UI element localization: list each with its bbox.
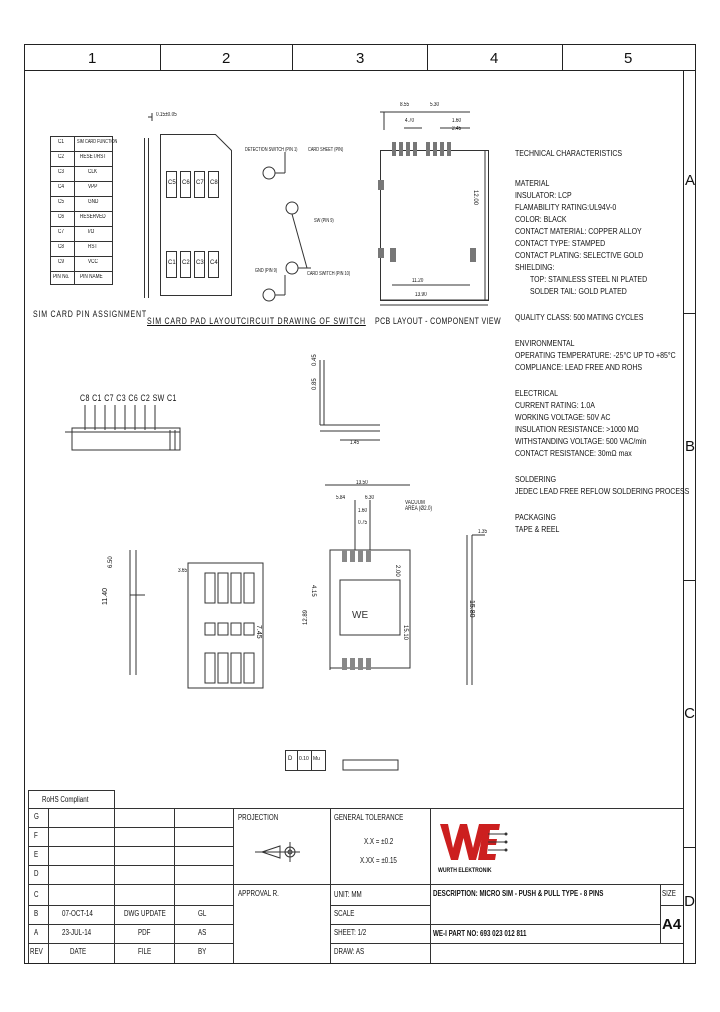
column-number-5: 5 (624, 50, 633, 67)
pcb-dim: 4.70 (405, 118, 415, 124)
tech-line: CURRENT RATING: 1.0A (515, 400, 595, 410)
rev-by: BY (198, 947, 207, 956)
svg-text:WE: WE (352, 610, 369, 621)
pad-label: C8 (210, 180, 218, 186)
part-number-label: WE-I PART NO: 693 023 012 811 (433, 929, 527, 938)
rev-letter: E (34, 850, 39, 859)
right-dim-h: 15.80 (468, 600, 475, 618)
top-dim: 2.00 (394, 565, 400, 577)
column-number-2: 2 (222, 50, 231, 67)
top-dim: 5.84 (336, 495, 346, 501)
caption-pin-assignment: SIM CARD PIN ASSIGNMENT (33, 309, 147, 319)
caption-pcb-layout: PCB LAYOUT - COMPONENT VIEW (375, 316, 501, 326)
rev-letter: F (34, 831, 38, 840)
tech-line: COLOR: BLACK (515, 214, 567, 224)
top-dim: 4.15 (310, 585, 316, 597)
top-dim: 15.10 (402, 625, 408, 641)
rev-date: 07-OCT-14 (62, 909, 93, 918)
tech-line: CONTACT TYPE: STAMPED (515, 238, 606, 248)
logo-text: WÜRTH ELEKTRONIK (438, 868, 492, 874)
size-value: A4 (662, 916, 682, 933)
bottom-dim-c: 7.45 (255, 625, 262, 639)
pcb-dim: 12.00 (472, 190, 478, 206)
tech-line: TOP: STAINLESS STEEL NI PLATED (530, 274, 648, 284)
right-dim-t: 1.35 (478, 529, 488, 535)
row-letter-c: C (684, 705, 695, 722)
top-dim: 13.50 (356, 480, 368, 486)
pcb-dim: 11.20 (412, 278, 424, 284)
circuit-label-gnd: GND (PIN 9) (255, 268, 278, 274)
row-letter-a: A (684, 172, 695, 189)
side-dim-b: 0.85 (312, 378, 318, 390)
pin-cell: C6 (58, 214, 64, 220)
pin-cell: C1 (58, 139, 64, 145)
top-vacuum: VACUUM AREA (Ø2.0) (405, 500, 433, 512)
tech-line: CONTACT PLATING: SELECTIVE GOLD (515, 250, 644, 260)
pin-cell: C9 (58, 259, 64, 265)
pad-label: C1 (168, 260, 176, 266)
side-dim-h: 1.45 (350, 440, 360, 446)
caption-pad-layout: SIM CARD PAD LAYOUT (147, 316, 242, 326)
tech-line: WORKING VOLTAGE: 50V AC (515, 412, 611, 422)
pin-cell: VCC (88, 259, 98, 265)
detail-label: D (288, 756, 293, 762)
tech-line: TECHNICAL CHARACTERISTICS (515, 148, 623, 158)
rev-by: GL (198, 909, 207, 918)
tech-line: CONTACT RESISTANCE: 30mΩ max (515, 448, 632, 458)
pin-cell: CLK (88, 169, 98, 175)
detail-label: Mu (313, 756, 320, 762)
pad-label: C5 (168, 180, 176, 186)
rev-file: DWG UPDATE (124, 909, 166, 918)
tech-line: OPERATING TEMPERATURE: -25°C UP TO +85°C (515, 350, 676, 360)
pin-cell: C7 (58, 229, 64, 235)
rev-letter: G (34, 812, 39, 821)
pad-label: C3 (196, 260, 204, 266)
size-label: SIZE (662, 889, 676, 898)
pin-cell: RST (88, 244, 98, 250)
tolerance-2: X.XX = ±0.15 (360, 856, 397, 865)
pin-cell: RESET/RST (80, 154, 107, 160)
rev-letter: REV (30, 947, 43, 956)
unit-label: UNIT: MM (334, 890, 362, 899)
tech-line: PACKAGING (515, 512, 556, 522)
circuit-label-card-switch: CARD SWITCH (PIN 10) (307, 271, 351, 277)
tolerance-1: X.X = ±0.2 (364, 837, 394, 846)
wurth-logo (438, 818, 508, 878)
bottom-dim-w: 3.65 (178, 568, 188, 574)
tech-line: SOLDERING (515, 474, 557, 484)
rev-date: DATE (70, 947, 87, 956)
pad-label: C7 (196, 180, 204, 186)
rev-letter: D (34, 869, 39, 878)
column-number-3: 3 (356, 50, 365, 67)
left-dim-h: 11.40 (102, 588, 109, 605)
projection-label: PROJECTION (238, 813, 279, 822)
pcb-dim: 2.45 (452, 126, 462, 132)
pin-cell: PIN NAME (80, 274, 103, 280)
row-letter-d: D (684, 893, 695, 910)
rev-letter: B (34, 909, 39, 918)
drawn-label: DRAW: AS (334, 947, 365, 956)
tech-line: FLAMABILITY RATING:UL94V-0 (515, 202, 617, 212)
pin-cell: GND (88, 199, 99, 205)
rev-letter: C (34, 890, 39, 899)
scale-label: SCALE (334, 909, 355, 918)
rev-date: 23-JUL-14 (62, 928, 92, 937)
dim-thickness: 0.15±0.05 (156, 112, 177, 118)
pin-cell: VPP (88, 184, 98, 190)
general-tolerance-label: GENERAL TOLERANCE (334, 813, 404, 822)
tech-line: JEDEC LEAD FREE REFLOW SOLDERING PROCESS (515, 486, 690, 496)
pin-cell: RESERVED (80, 214, 106, 220)
tech-line: QUALITY CLASS: 500 MATING CYCLES (515, 312, 644, 322)
pcb-dim: 5.30 (430, 102, 440, 108)
tech-line: TAPE & REEL (515, 524, 560, 534)
tech-line: INSULATION RESISTANCE: >1000 MΩ (515, 424, 639, 434)
rev-file: PDF (138, 928, 151, 937)
pad-label: C6 (182, 180, 190, 186)
description-label: DESCRIPTION: MICRO SIM - PUSH & PULL TYPE - 8 PINS (433, 889, 604, 898)
tech-line: CONTACT MATERIAL: COPPER ALLOY (515, 226, 642, 236)
pin-cell: I/O (88, 229, 95, 235)
rev-letter: A (34, 928, 39, 937)
tech-line: COMPLIANCE: LEAD FREE AND ROHS (515, 362, 643, 372)
tech-line: SOLDER TAIL: GOLD PLATED (530, 286, 627, 296)
top-dim: 12.89 (303, 609, 309, 625)
circuit-label-card-sheet: CARD SHEET (PIN) (308, 147, 344, 153)
top-dim: 1.60 (358, 508, 368, 514)
sheet-label: SHEET: 1/2 (334, 928, 367, 937)
pad-label: C2 (182, 260, 190, 266)
pin-cell: C2 (58, 154, 64, 160)
tech-line: WITHSTANDING VOLTAGE: 500 VAC/min (515, 436, 647, 446)
pcb-dim: 8.55 (400, 102, 410, 108)
column-number-4: 4 (490, 50, 499, 67)
circuit-label-sw: SW (PIN 9) (314, 218, 334, 224)
detail-label: 0.10 (299, 756, 309, 762)
tech-line: ENVIRONMENTAL (515, 338, 575, 348)
pin-row-labels: C8 C1 C7 C3 C6 C2 SW C1 (80, 393, 177, 403)
top-dim: 6.30 (365, 495, 375, 501)
side-dim-a: 0.45 (312, 354, 318, 366)
approvals-label: APPROVAL R. (238, 889, 279, 898)
column-number-1: 1 (88, 50, 97, 67)
pcb-dim: 1.60 (452, 118, 462, 124)
circuit-label-detection: DETECTION SWITCH (PIN 1) (245, 147, 298, 153)
rev-by: AS (198, 928, 207, 937)
left-dim-b: 6.50 (108, 556, 114, 568)
tech-line: MATERIAL (515, 178, 550, 188)
pin-cell: C8 (58, 244, 64, 250)
tech-line: ELECTRICAL (515, 388, 558, 398)
top-dim: 0.75 (358, 520, 368, 526)
we-logo-icon (438, 818, 508, 866)
pin-cell: C3 (58, 169, 64, 175)
tech-line: INSULATOR: LCP (515, 190, 572, 200)
pin-cell: C5 (58, 199, 64, 205)
pin-cell: SIM CARD FUNCTION (77, 139, 118, 145)
pin-cell: PIN No. (53, 274, 70, 280)
caption-circuit: CIRCUIT DRAWING OF SWITCH (241, 316, 366, 326)
pin-cell: C4 (58, 184, 64, 190)
pcb-dim: 13.90 (415, 292, 427, 298)
rev-file: FILE (138, 947, 152, 956)
pad-label: C4 (210, 260, 218, 266)
tech-line: SHIELDING: (515, 262, 555, 272)
row-letter-b: B (684, 438, 695, 455)
rohs-compliant: RoHS Compliant (42, 795, 89, 804)
